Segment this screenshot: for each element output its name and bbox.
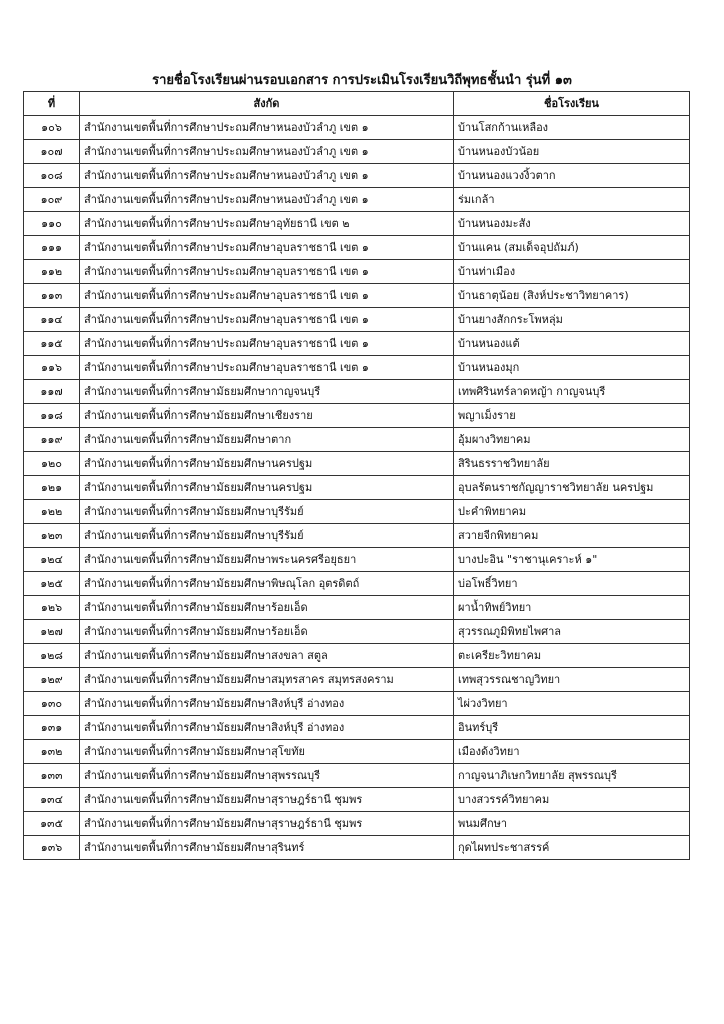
- row-affiliation: สำนักงานเขตพื้นที่การศึกษามัธยมศึกษาสงขลา สตูล: [80, 644, 454, 668]
- table-row: [24, 572, 690, 596]
- row-number: ๑๑๗: [24, 380, 80, 404]
- row-affiliation: สำนักงานเขตพื้นที่การศึกษามัธยมศึกษานครปฐม: [80, 476, 454, 500]
- row-school-name: บางสวรรค์วิทยาคม: [454, 788, 690, 812]
- row-number: ๑๒๔: [24, 548, 80, 572]
- row-school-name: ร่มเกล้า: [454, 188, 690, 212]
- row-school-name: ปะคำพิทยาคม: [454, 500, 690, 524]
- table-row: [24, 452, 690, 476]
- table-row: [24, 668, 690, 692]
- row-school-name: บ้านท่าเมือง: [454, 260, 690, 284]
- header-affiliation: สังกัด: [80, 92, 454, 116]
- row-affiliation: สำนักงานเขตพื้นที่การศึกษาประถมศึกษาอุบลราชธานี เขต ๑: [80, 260, 454, 284]
- row-school-name: เทพศิรินทร์ลาดหญ้า กาญจนบุรี: [454, 380, 690, 404]
- table-row: [24, 788, 690, 812]
- row-affiliation: สำนักงานเขตพื้นที่การศึกษามัธยมศึกษาพระนครศรีอยุธยา: [80, 548, 454, 572]
- row-school-name: สิรินธรราชวิทยาลัย: [454, 452, 690, 476]
- table-row: [24, 500, 690, 524]
- row-school-name: กุดไผทประชาสรรค์: [454, 836, 690, 860]
- row-number: ๑๑๐: [24, 212, 80, 236]
- row-number: ๑๒๒: [24, 500, 80, 524]
- table-row: [24, 164, 690, 188]
- row-school-name: พนมศึกษา: [454, 812, 690, 836]
- row-affiliation: สำนักงานเขตพื้นที่การศึกษามัธยมศึกษาสมุทรสาคร สมุทรสงคราม: [80, 668, 454, 692]
- row-school-name: บ้านหนองแต้: [454, 332, 690, 356]
- row-number: ๑๐๘: [24, 164, 80, 188]
- row-number: ๑๑๓: [24, 284, 80, 308]
- row-number: ๑๓๖: [24, 836, 80, 860]
- table-row: [24, 644, 690, 668]
- row-number: ๑๑๙: [24, 428, 80, 452]
- row-school-name: อินทร์บุรี: [454, 716, 690, 740]
- table-header-row: [24, 92, 690, 116]
- row-school-name: บ่อโพธิ์วิทยา: [454, 572, 690, 596]
- row-number: ๑๓๒: [24, 740, 80, 764]
- table-row: [24, 476, 690, 500]
- table-row: [24, 524, 690, 548]
- row-school-name: บางปะอิน "ราชานุเคราะห์ ๑": [454, 548, 690, 572]
- header-number: ที่: [24, 92, 80, 116]
- table-row: [24, 188, 690, 212]
- row-affiliation: สำนักงานเขตพื้นที่การศึกษาประถมศึกษาอุบลราชธานี เขต ๑: [80, 236, 454, 260]
- row-number: ๑๐๗: [24, 140, 80, 164]
- row-school-name: ตะเครียะวิทยาคม: [454, 644, 690, 668]
- row-number: ๑๒๕: [24, 572, 80, 596]
- row-number: ๑๑๑: [24, 236, 80, 260]
- row-school-name: สุวรรณภูมิพิทยไพศาล: [454, 620, 690, 644]
- row-school-name: บ้านแคน (สมเด็จอุปถัมภ์): [454, 236, 690, 260]
- row-affiliation: สำนักงานเขตพื้นที่การศึกษาประถมศึกษาหนองบัวลำภู เขต ๑: [80, 140, 454, 164]
- row-school-name: บ้านยางสักกระโพหลุ่ม: [454, 308, 690, 332]
- row-affiliation: สำนักงานเขตพื้นที่การศึกษามัธยมศึกษานครปฐม: [80, 452, 454, 476]
- row-school-name: กาญจนาภิเษกวิทยาลัย สุพรรณบุรี: [454, 764, 690, 788]
- table-row: [24, 764, 690, 788]
- row-school-name: พญาเม็งราย: [454, 404, 690, 428]
- table-row: [24, 836, 690, 860]
- row-number: ๑๒๘: [24, 644, 80, 668]
- school-list-table: [23, 91, 690, 860]
- row-affiliation: สำนักงานเขตพื้นที่การศึกษามัธยมศึกษาร้อยเอ็ด: [80, 620, 454, 644]
- row-number: ๑๒๑: [24, 476, 80, 500]
- table-row: [24, 236, 690, 260]
- row-affiliation: สำนักงานเขตพื้นที่การศึกษาประถมศึกษาอุทัยธานี เขต ๒: [80, 212, 454, 236]
- table-row: [24, 116, 690, 140]
- row-affiliation: สำนักงานเขตพื้นที่การศึกษามัธยมศึกษาสิงห์บุรี อ่างทอง: [80, 716, 454, 740]
- table-body: [24, 116, 690, 860]
- row-affiliation: สำนักงานเขตพื้นที่การศึกษามัธยมศึกษาสิงห์บุรี อ่างทอง: [80, 692, 454, 716]
- row-affiliation: สำนักงานเขตพื้นที่การศึกษาประถมศึกษาหนองบัวลำภู เขต ๑: [80, 164, 454, 188]
- table-row: [24, 356, 690, 380]
- row-school-name: บ้านธาตุน้อย (สิงห์ประชาวิทยาคาร): [454, 284, 690, 308]
- row-number: ๑๓๑: [24, 716, 80, 740]
- row-affiliation: สำนักงานเขตพื้นที่การศึกษามัธยมศึกษาสุพรรณบุรี: [80, 764, 454, 788]
- table-row: [24, 260, 690, 284]
- row-affiliation: สำนักงานเขตพื้นที่การศึกษามัธยมศึกษาสุรินทร์: [80, 836, 454, 860]
- row-number: ๑๑๔: [24, 308, 80, 332]
- table-row: [24, 428, 690, 452]
- row-affiliation: สำนักงานเขตพื้นที่การศึกษาประถมศึกษาอุบลราชธานี เขต ๑: [80, 356, 454, 380]
- row-number: ๑๑๒: [24, 260, 80, 284]
- row-number: ๑๒๓: [24, 524, 80, 548]
- row-school-name: สวายจีกพิทยาคม: [454, 524, 690, 548]
- row-affiliation: สำนักงานเขตพื้นที่การศึกษาประถมศึกษาหนองบัวลำภู เขต ๑: [80, 116, 454, 140]
- row-affiliation: สำนักงานเขตพื้นที่การศึกษามัธยมศึกษาสุโขทัย: [80, 740, 454, 764]
- table-row: [24, 692, 690, 716]
- row-school-name: เทพสุวรรณชาญวิทยา: [454, 668, 690, 692]
- row-affiliation: สำนักงานเขตพื้นที่การศึกษามัธยมศึกษาบุรีรัมย์: [80, 524, 454, 548]
- row-affiliation: สำนักงานเขตพื้นที่การศึกษามัธยมศึกษาเชียงราย: [80, 404, 454, 428]
- table-row: [24, 716, 690, 740]
- row-school-name: บ้านหนองบัวน้อย: [454, 140, 690, 164]
- row-school-name: บ้านหนองแวงงิ้วตาก: [454, 164, 690, 188]
- row-number: ๑๑๖: [24, 356, 80, 380]
- row-affiliation: สำนักงานเขตพื้นที่การศึกษามัธยมศึกษาพิษณุโลก อุตรดิตถ์: [80, 572, 454, 596]
- document-title: รายชื่อโรงเรียนผ่านรอบเอกสาร การประเมินโรงเรียนวิถีพุทธชั้นนำ รุ่นที่ ๑๓: [152, 73, 572, 88]
- table-row: [24, 308, 690, 332]
- table-row: [24, 284, 690, 308]
- row-number: ๑๑๘: [24, 404, 80, 428]
- row-affiliation: สำนักงานเขตพื้นที่การศึกษามัธยมศึกษาตาก: [80, 428, 454, 452]
- table-row: [24, 332, 690, 356]
- row-number: ๑๓๐: [24, 692, 80, 716]
- table-row: [24, 620, 690, 644]
- row-school-name: ไผ่วงวิทยา: [454, 692, 690, 716]
- row-affiliation: สำนักงานเขตพื้นที่การศึกษาประถมศึกษาอุบลราชธานี เขต ๑: [80, 308, 454, 332]
- row-number: ๑๓๔: [24, 788, 80, 812]
- row-school-name: ผาน้ำทิพย์วิทยา: [454, 596, 690, 620]
- row-affiliation: สำนักงานเขตพื้นที่การศึกษามัธยมศึกษาสุราษฎร์ธานี ชุมพร: [80, 812, 454, 836]
- table-row: [24, 812, 690, 836]
- row-affiliation: สำนักงานเขตพื้นที่การศึกษามัธยมศึกษาร้อยเอ็ด: [80, 596, 454, 620]
- row-school-name: อุบลรัตนราชกัญญาราชวิทยาลัย นครปฐม: [454, 476, 690, 500]
- row-number: ๑๒๗: [24, 620, 80, 644]
- table-row: [24, 212, 690, 236]
- row-affiliation: สำนักงานเขตพื้นที่การศึกษาประถมศึกษาอุบลราชธานี เขต ๑: [80, 284, 454, 308]
- row-number: ๑๒๖: [24, 596, 80, 620]
- table-row: [24, 140, 690, 164]
- row-school-name: บ้านหนองมะสัง: [454, 212, 690, 236]
- table-row: [24, 596, 690, 620]
- row-school-name: อุ้มผางวิทยาคม: [454, 428, 690, 452]
- table-row: [24, 380, 690, 404]
- row-school-name: เมืองด้งวิทยา: [454, 740, 690, 764]
- row-school-name: บ้านโสกก้านเหลือง: [454, 116, 690, 140]
- row-affiliation: สำนักงานเขตพื้นที่การศึกษามัธยมศึกษาสุราษฎร์ธานี ชุมพร: [80, 788, 454, 812]
- row-number: ๑๓๓: [24, 764, 80, 788]
- row-number: ๑๑๕: [24, 332, 80, 356]
- table-row: [24, 740, 690, 764]
- row-affiliation: สำนักงานเขตพื้นที่การศึกษาประถมศึกษาอุบลราชธานี เขต ๑: [80, 332, 454, 356]
- row-number: ๑๒๐: [24, 452, 80, 476]
- row-number: ๑๓๕: [24, 812, 80, 836]
- row-number: ๑๒๙: [24, 668, 80, 692]
- table-row: [24, 548, 690, 572]
- row-affiliation: สำนักงานเขตพื้นที่การศึกษาประถมศึกษาหนองบัวลำภู เขต ๑: [80, 188, 454, 212]
- row-number: ๑๐๖: [24, 116, 80, 140]
- row-number: ๑๐๙: [24, 188, 80, 212]
- table-row: [24, 404, 690, 428]
- row-affiliation: สำนักงานเขตพื้นที่การศึกษามัธยมศึกษาบุรีรัมย์: [80, 500, 454, 524]
- row-affiliation: สำนักงานเขตพื้นที่การศึกษามัธยมศึกษากาญจนบุรี: [80, 380, 454, 404]
- row-school-name: บ้านหนองมุก: [454, 356, 690, 380]
- header-school-name: ชื่อโรงเรียน: [454, 92, 690, 116]
